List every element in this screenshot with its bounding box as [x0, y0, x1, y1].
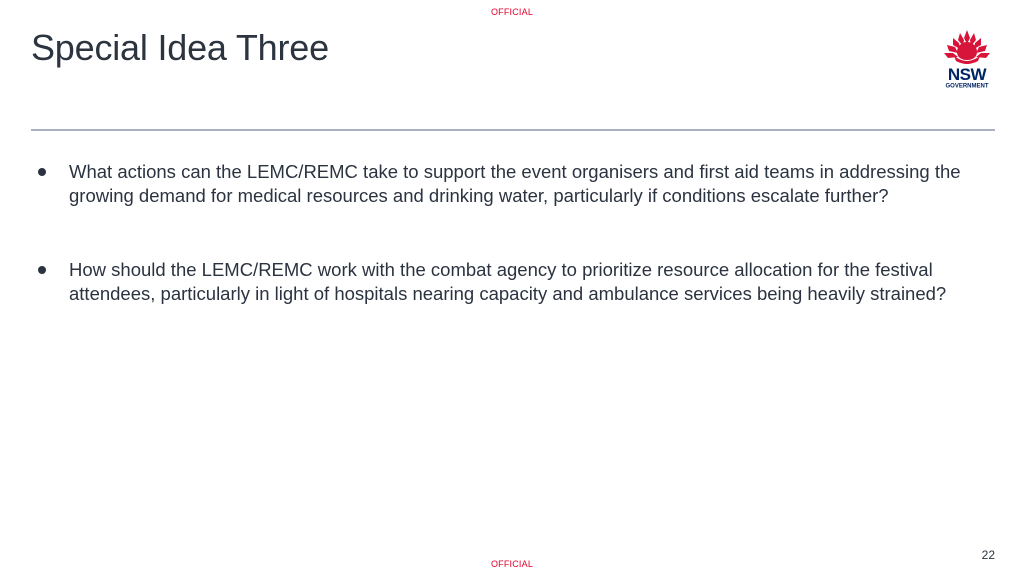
classification-label-top: OFFICIAL — [490, 7, 534, 17]
title-divider — [31, 129, 995, 131]
logo-government-text: GOVERNMENT — [945, 83, 989, 90]
bullet-text: How should the LEMC/REMC work with the combat agency to prioritize resource allocation for the festival attendees, particularly in light of hospitals nearing capacity and ambulance services being heavily strained? — [69, 259, 947, 304]
bullet-list — [38, 160, 998, 306]
bullet-text: What actions can the LEMC/REMC take to support the event organisers and first aid teams in addressing the growing demand for medical resources and drinking water, particularly if conditions escalate further? — [69, 161, 961, 206]
nsw-waratah-icon — [944, 30, 990, 64]
bullet-point-icon — [38, 266, 46, 274]
slide-title: Special Idea Three — [31, 27, 329, 68]
classification-label-bottom: OFFICIAL — [490, 559, 534, 569]
logo-nsw-text: NSW — [947, 65, 987, 84]
page-number: 22 — [981, 548, 995, 562]
list-item — [38, 258, 998, 306]
nsw-government-logo — [936, 28, 998, 90]
list-item — [38, 160, 998, 208]
bullet-point-icon — [38, 168, 46, 176]
